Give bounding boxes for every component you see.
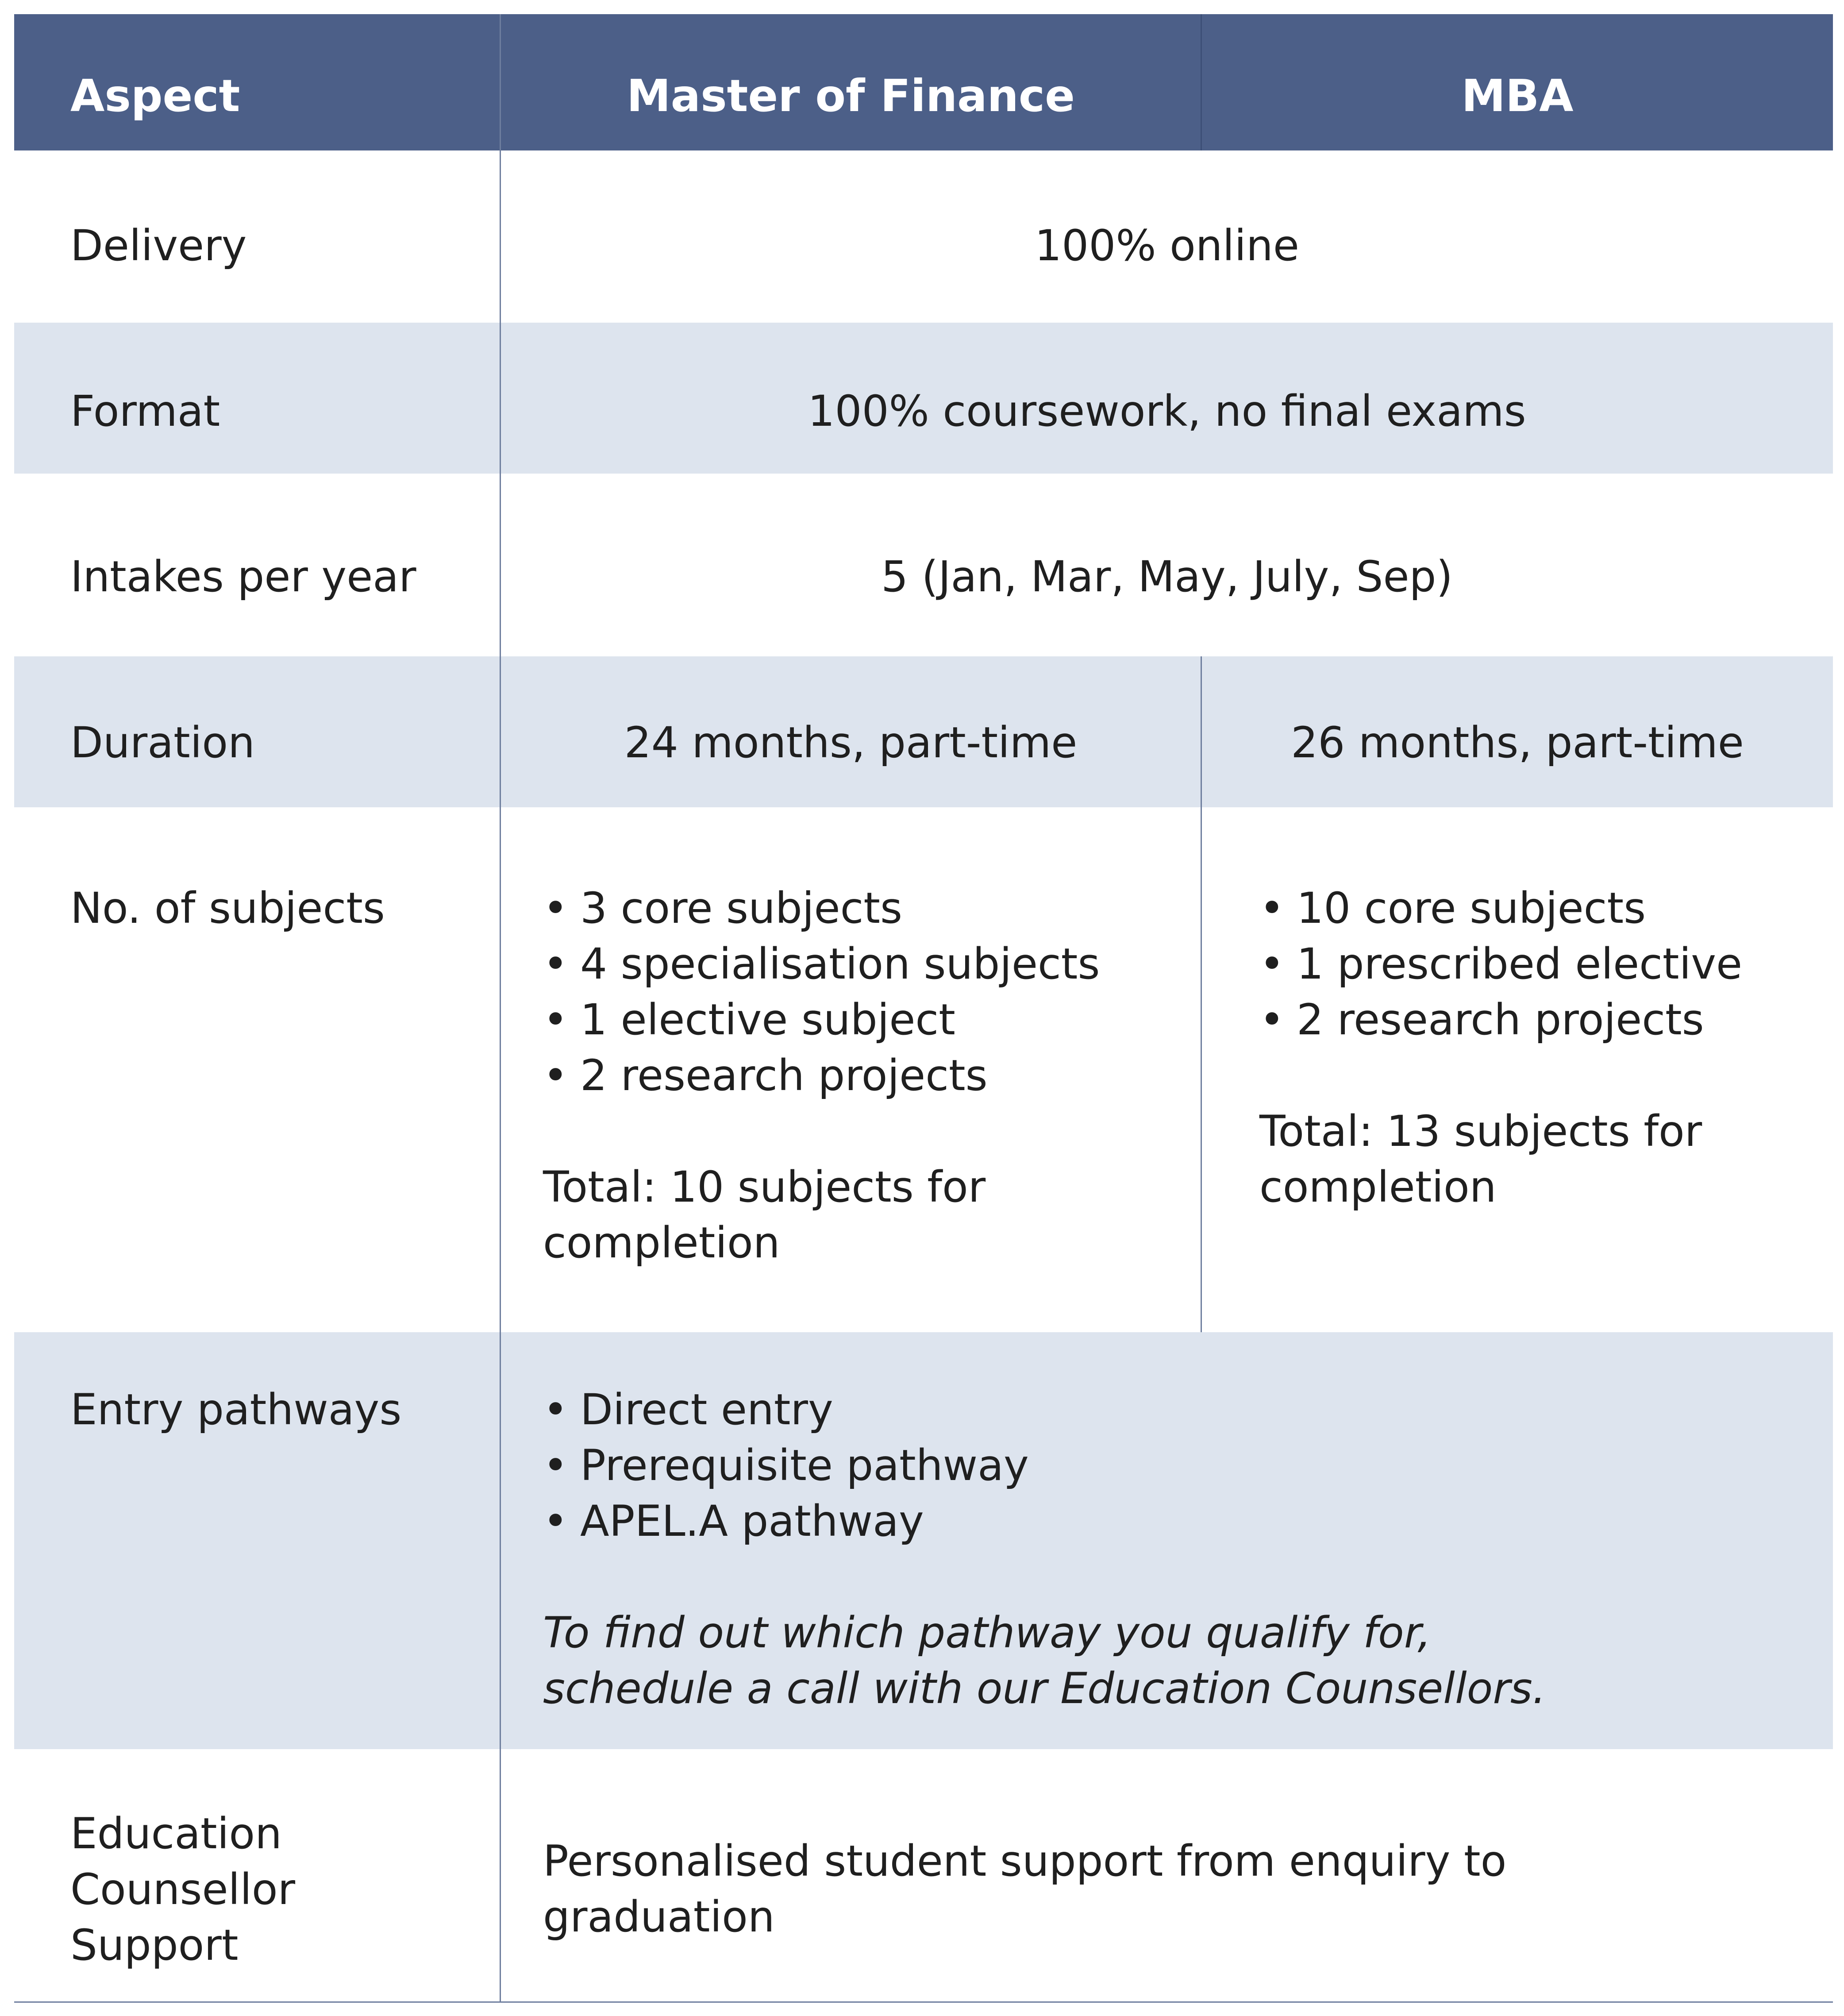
label-support-line: Support	[70, 1920, 239, 1970]
label-support-line: Education	[70, 1809, 282, 1858]
entry-pathways-note: To find out which pathway you qualify for,	[543, 1608, 1431, 1658]
entry-pathways-list	[543, 1382, 1546, 1549]
value-format: 100% coursework, no final exams	[808, 386, 1526, 436]
value-support-line: graduation	[543, 1892, 775, 1942]
header-aspect: Aspect	[70, 70, 240, 122]
subjects-mof-total: Total: 10 subjects for	[543, 1162, 986, 1212]
list-item: • 3 core subjects	[543, 880, 1100, 936]
label-support	[70, 1806, 295, 1973]
label-delivery: Delivery	[70, 221, 247, 270]
label-entry-pathways: Entry pathways	[70, 1385, 402, 1434]
value-support	[543, 1833, 1506, 1945]
label-subjects: No. of subjects	[70, 883, 385, 933]
label-format: Format	[70, 386, 220, 436]
header-mba: MBA	[1461, 70, 1574, 122]
label-support-line: Counsellor	[70, 1865, 296, 1914]
subjects-mba	[1259, 880, 1742, 1215]
comparison-table	[14, 14, 1833, 2003]
entry-pathways-note-cont: schedule a call with our Education Counsellors.	[543, 1664, 1546, 1713]
subjects-mba-total: Total: 13 subjects for	[1259, 1106, 1702, 1156]
list-item: • Prerequisite pathway	[543, 1438, 1546, 1493]
value-intakes: 5 (Jan, Mar, May, July, Sep)	[881, 552, 1453, 601]
list-item: • 4 specialisation subjects	[543, 936, 1100, 992]
list-item: • 1 elective subject	[543, 992, 1100, 1048]
subjects-mba-list	[1259, 880, 1742, 1048]
list-item: • Direct entry	[543, 1382, 1546, 1438]
value-duration-mba: 26 months, part-time	[1291, 718, 1744, 767]
value-support-line: Personalised student support from enquiry to	[543, 1836, 1507, 1886]
list-item: • APEL.A pathway	[543, 1493, 1546, 1549]
list-item: • 2 research projects	[543, 1048, 1100, 1103]
label-duration: Duration	[70, 718, 255, 767]
value-duration-mof: 24 months, part-time	[624, 718, 1078, 767]
list-item: • 1 prescribed elective	[1259, 936, 1742, 992]
subjects-mba-total-cont: completion	[1259, 1162, 1497, 1212]
subjects-mof-list	[543, 880, 1100, 1103]
subjects-mof-total-cont: completion	[543, 1218, 780, 1268]
header-master-of-finance: Master of Finance	[627, 70, 1075, 122]
list-item: • 2 research projects	[1259, 992, 1742, 1048]
value-delivery: 100% online	[1035, 221, 1299, 270]
entry-pathways	[543, 1382, 1546, 1716]
subjects-mof	[543, 880, 1100, 1271]
label-intakes: Intakes per year	[70, 552, 416, 601]
table-bottom-rule	[14, 2001, 1833, 2003]
list-item: • 10 core subjects	[1259, 880, 1742, 936]
column-divider-aspect	[500, 14, 501, 2003]
